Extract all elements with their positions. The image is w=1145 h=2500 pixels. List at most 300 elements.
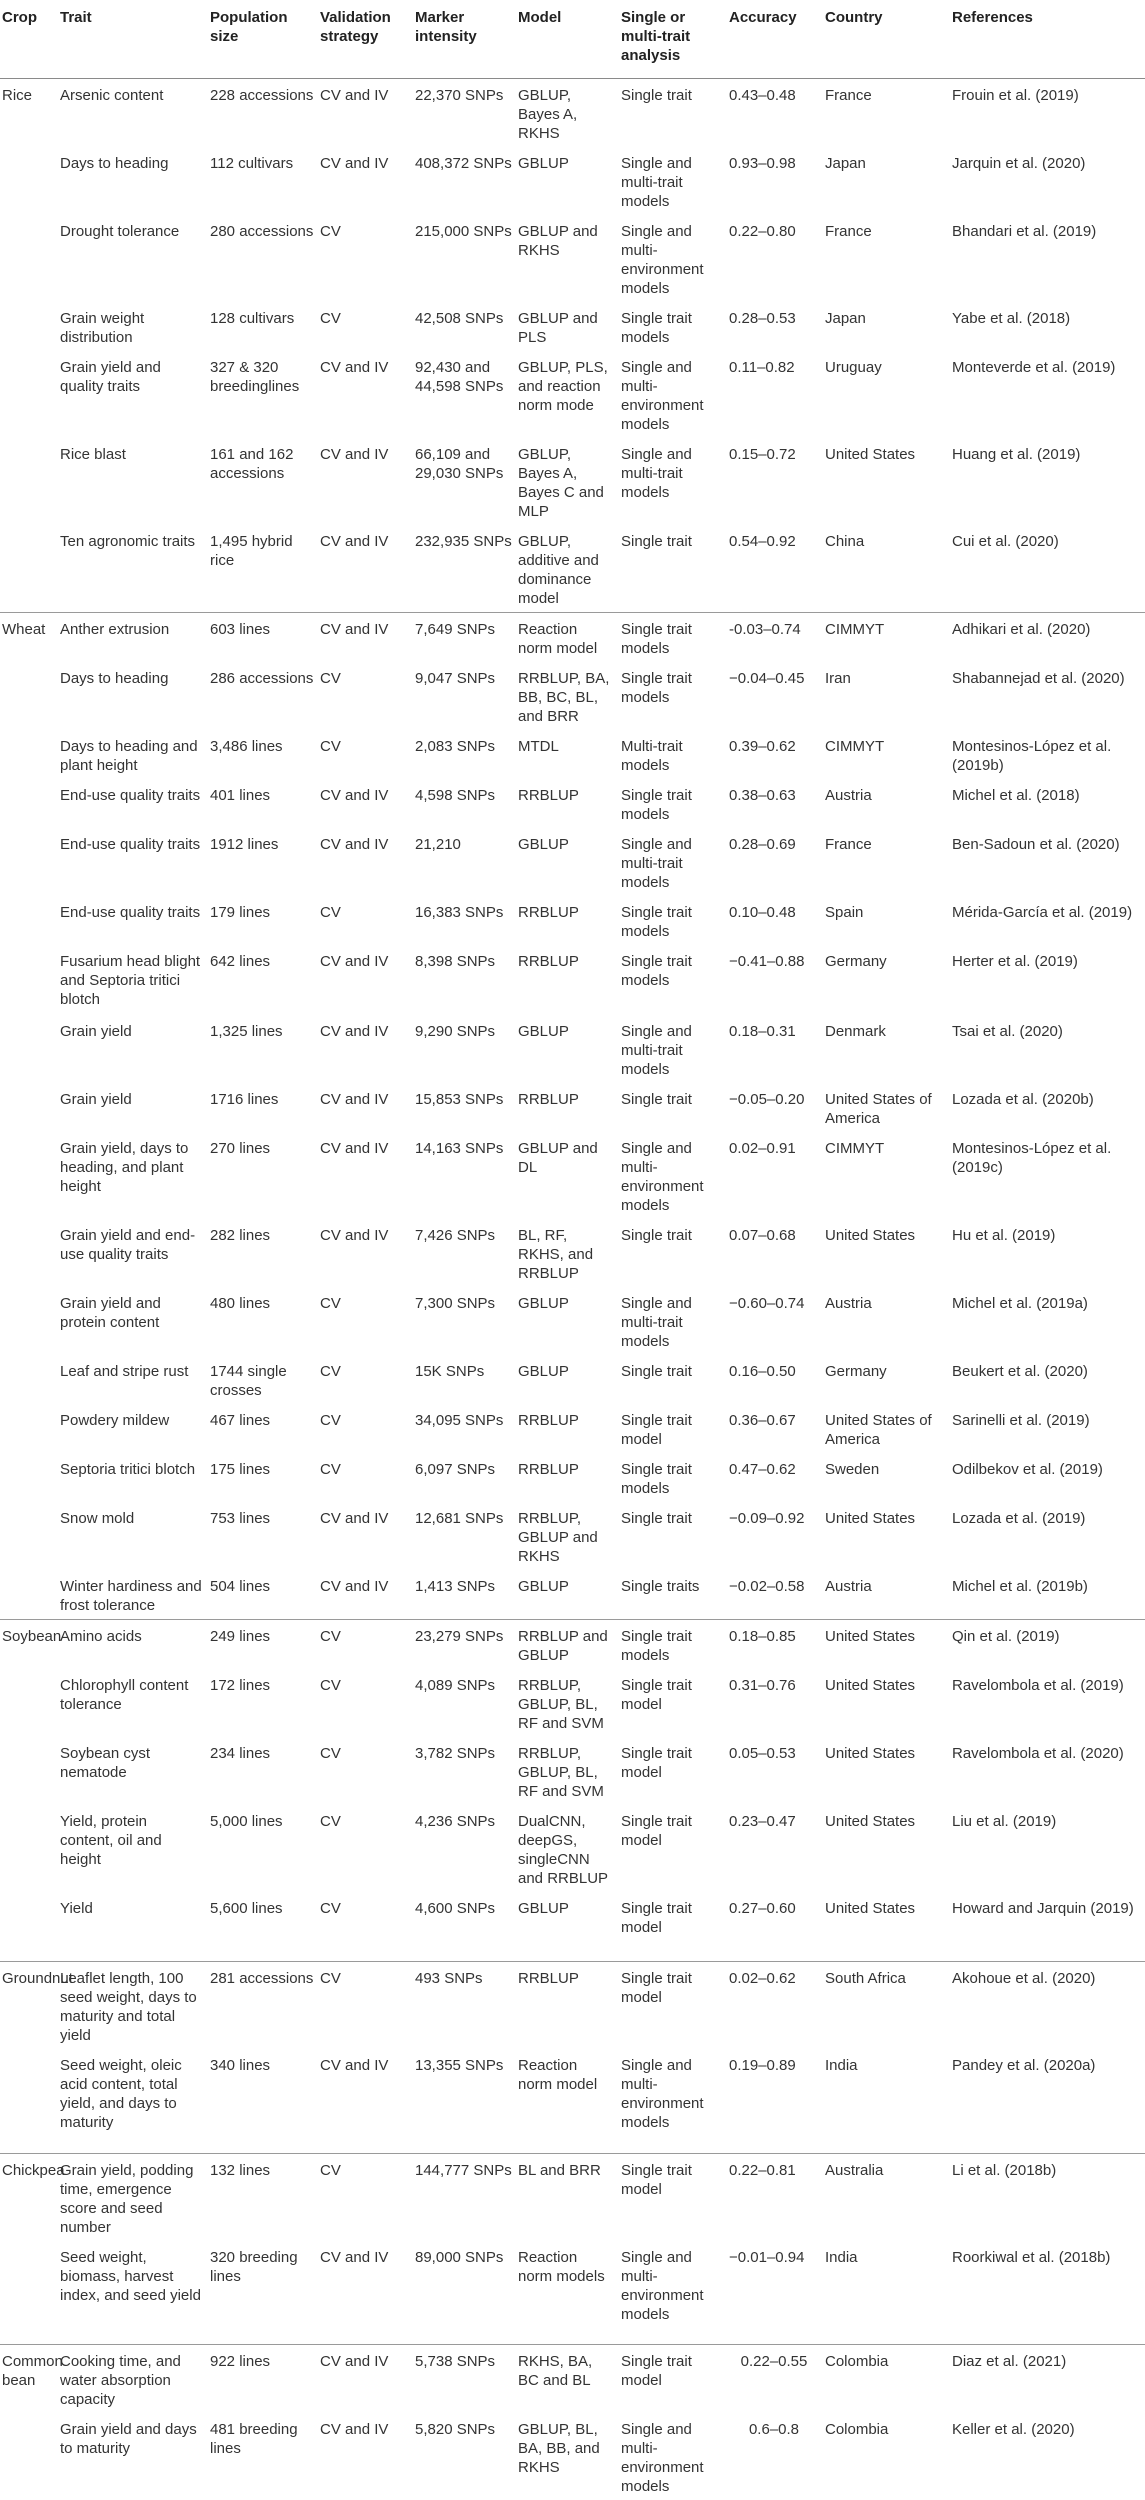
table-row: [0, 147, 1145, 215]
model-cell: Reaction norm model: [518, 612, 621, 662]
accuracy-cell: 0.22–0.81: [729, 2153, 825, 2241]
header-row: [0, 0, 1145, 78]
reference-cell: Montesinos-López et al. (2019c): [952, 1139, 1112, 1176]
reference-cell: Shabannejad et al. (2020): [952, 669, 1125, 687]
analysis-cell: Single trait models: [621, 612, 729, 662]
accuracy-cell: 0.07–0.68: [729, 1226, 796, 1244]
crop-cell: [0, 2413, 60, 2500]
reference-cell: Howard and Jarquin (2019): [952, 1899, 1134, 1917]
header-country: Country: [825, 9, 883, 26]
table-row: [0, 1805, 1145, 1892]
trait-cell: Grain yield and protein content: [60, 1294, 161, 1331]
country-cell: CIMMYT: [825, 1139, 885, 1157]
validation-cell: CV: [320, 1294, 341, 1312]
country-cell: India: [825, 2057, 858, 2074]
validation-cell: CV and IV: [320, 1139, 389, 1157]
crop-cell: [0, 662, 60, 730]
country-cell: China: [825, 532, 865, 550]
model-cell: GBLUP and PLS: [518, 309, 598, 346]
population-cell: 179 lines: [210, 903, 271, 921]
accuracy-cell: −0.02–0.58: [729, 1577, 805, 1595]
trait-cell: Chlorophyll content tolerance: [60, 1676, 189, 1713]
analysis-cell: Single trait model: [621, 2153, 729, 2241]
crop-cell: [0, 147, 60, 215]
model-cell: GBLUP, additive and dominance model: [518, 532, 599, 607]
accuracy-cell: 0.28–0.69: [729, 835, 796, 853]
analysis-cell: Single and multi-environment models: [621, 222, 704, 297]
marker-cell: 21,210: [415, 835, 461, 853]
table-row: [0, 1355, 1145, 1404]
model-cell: GBLUP and DL: [518, 1139, 598, 1176]
reference-cell: Beukert et al. (2020): [952, 1362, 1088, 1380]
validation-cell: CV and IV: [320, 786, 389, 804]
accuracy-cell: 0.31–0.76: [729, 1676, 796, 1694]
analysis-cell: Single and multi-trait models: [621, 1294, 692, 1350]
analysis-cell: Multi-trait models: [621, 737, 683, 774]
table-row: [0, 1287, 1145, 1355]
reference-cell: Michel et al. (2018): [952, 786, 1080, 804]
accuracy-cell: 0.05–0.53: [729, 1744, 796, 1762]
reference-cell: Li et al. (2018b): [952, 2153, 1145, 2241]
reference-cell: Hu et al. (2019): [952, 1226, 1056, 1244]
marker-cell: 3,782 SNPs: [415, 1744, 496, 1762]
reference-cell: Akohoue et al. (2020): [952, 1962, 1145, 2050]
population-cell: 112 cultivars: [210, 154, 294, 172]
trait-cell: Leaf and stripe rust: [60, 1362, 189, 1380]
trait-cell: Cooking time, and water absorption capacity: [60, 2345, 210, 2414]
country-cell: United States of America: [825, 1090, 932, 1127]
model-cell: Reaction norm models: [518, 2248, 605, 2285]
country-cell: Spain: [825, 903, 864, 921]
country-cell: Austria: [825, 786, 872, 804]
marker-cell: 7,649 SNPs: [415, 612, 518, 662]
crop-cell: Soybean: [0, 1619, 60, 1669]
analysis-cell: Single trait model: [621, 2345, 729, 2414]
header-accuracy: Accuracy: [729, 9, 797, 26]
validation-cell: CV and IV: [320, 1226, 389, 1244]
table-row: [0, 1502, 1145, 1570]
crop-cell: Wheat: [0, 612, 60, 662]
trait-cell: Anther extrusion: [60, 612, 210, 662]
reference-cell: Jarquin et al. (2020): [952, 154, 1086, 172]
validation-cell: CV: [320, 1619, 415, 1669]
validation-cell: CV and IV: [320, 1022, 389, 1040]
reference-cell: Yabe et al. (2018): [952, 309, 1071, 327]
crop-cell: [0, 438, 60, 525]
population-cell: 286 accessions: [210, 669, 314, 687]
reference-cell: Liu et al. (2019): [952, 1812, 1057, 1830]
country-cell: United States: [825, 1676, 916, 1694]
analysis-cell: Single trait: [621, 1509, 692, 1527]
marker-cell: 14,163 SNPs: [415, 1139, 504, 1157]
header-analysis: Single or multi-trait analysis: [621, 9, 691, 64]
reference-cell: Sarinelli et al. (2019): [952, 1411, 1090, 1429]
reference-cell: Qin et al. (2019): [952, 1619, 1145, 1669]
analysis-cell: Single trait model: [621, 1744, 692, 1781]
model-cell: RRBLUP, BA, BB, BC, BL, and BRR: [518, 669, 610, 725]
table-row: [0, 1737, 1145, 1805]
validation-cell: CV and IV: [320, 532, 389, 550]
population-cell: 753 lines: [210, 1509, 271, 1527]
trait-cell: Days to heading: [60, 154, 169, 172]
validation-cell: CV and IV: [320, 445, 389, 463]
accuracy-cell: 0.02–0.62: [729, 1962, 825, 2050]
population-cell: 504 lines: [210, 1577, 271, 1595]
analysis-cell: Single trait models: [621, 1619, 729, 1669]
validation-cell: CV: [320, 669, 341, 687]
country-cell: Australia: [825, 2153, 952, 2241]
marker-cell: 1,413 SNPs: [415, 1577, 496, 1595]
table-row: [0, 1015, 1145, 1083]
table-row: [0, 2153, 1145, 2241]
crop-cell: [0, 525, 60, 613]
table-row: [0, 2413, 1145, 2500]
crop-cell: [0, 730, 60, 779]
table-row: [0, 612, 1145, 662]
model-cell: RRBLUP, GBLUP and RKHS: [518, 1509, 598, 1565]
population-cell: 228 accessions: [210, 86, 314, 104]
marker-cell: 7,426 SNPs: [415, 1226, 496, 1244]
accuracy-cell: −0.09–0.92: [729, 1509, 805, 1527]
table-row: [0, 1453, 1145, 1502]
crop-cell: [0, 1669, 60, 1737]
country-cell: United States: [825, 1744, 916, 1762]
analysis-cell: Single trait model: [621, 1812, 692, 1849]
marker-cell: 4,089 SNPs: [415, 1676, 496, 1694]
table-row: [0, 2049, 1145, 2153]
trait-cell: Powdery mildew: [60, 1411, 170, 1429]
trait-cell: Ten agronomic traits: [60, 532, 196, 550]
reference-cell: Herter et al. (2019): [952, 952, 1078, 970]
reference-cell: Huang et al. (2019): [952, 445, 1081, 463]
accuracy-cell: −0.60–0.74: [729, 1294, 805, 1312]
country-cell: France: [825, 86, 872, 104]
validation-cell: CV: [320, 1460, 341, 1478]
country-cell: United States: [825, 1226, 916, 1244]
population-cell: 340 lines: [210, 2057, 271, 2074]
table-row: [0, 896, 1145, 945]
country-cell: United States: [825, 445, 916, 463]
table-row: [0, 945, 1145, 1015]
table-row: [0, 1619, 1145, 1669]
validation-cell: CV and IV: [320, 1509, 389, 1527]
header-crop: Crop: [2, 9, 37, 26]
analysis-cell: Single trait models: [621, 669, 692, 706]
marker-cell: 4,600 SNPs: [415, 1899, 496, 1917]
table-row: [0, 1669, 1145, 1737]
marker-cell: 215,000 SNPs: [415, 222, 512, 240]
country-cell: Iran: [825, 669, 851, 687]
validation-cell: CV and IV: [320, 86, 389, 104]
accuracy-cell: 0.93–0.98: [729, 154, 796, 172]
trait-cell: Amino acids: [60, 1619, 210, 1669]
trait-cell: End-use quality traits: [60, 903, 201, 921]
model-cell: RRBLUP: [518, 952, 579, 970]
trait-cell: Arsenic content: [60, 86, 164, 104]
marker-cell: 6,097 SNPs: [415, 1460, 496, 1478]
reference-cell: Frouin et al. (2019): [952, 86, 1079, 104]
validation-cell: CV and IV: [320, 952, 389, 970]
table-row: [0, 302, 1145, 351]
reference-cell: Ravelombola et al. (2019): [952, 1676, 1124, 1694]
analysis-cell: Single trait models: [621, 903, 692, 940]
population-cell: 1,495 hybrid rice: [210, 532, 293, 569]
model-cell: RRBLUP: [518, 1460, 579, 1478]
country-cell: Austria: [825, 1294, 872, 1312]
validation-cell: CV and IV: [320, 835, 389, 853]
analysis-cell: Single trait: [621, 1090, 692, 1108]
trait-cell: Soybean cyst nematode: [60, 1744, 151, 1781]
accuracy-cell: 0.54–0.92: [729, 532, 796, 550]
analysis-cell: Single and multi-trait models: [621, 1022, 692, 1078]
marker-cell: 7,300 SNPs: [415, 1294, 496, 1312]
table-row: [0, 1892, 1145, 1962]
crop-cell: [0, 1404, 60, 1453]
population-cell: 270 lines: [210, 1139, 271, 1157]
validation-cell: CV: [320, 222, 341, 240]
analysis-cell: Single trait model: [621, 1411, 692, 1448]
population-cell: 3,486 lines: [210, 737, 283, 755]
marker-cell: 34,095 SNPs: [415, 1411, 504, 1429]
validation-cell: CV and IV: [320, 358, 389, 376]
reference-cell: Ben-Sadoun et al. (2020): [952, 835, 1120, 853]
population-cell: 234 lines: [210, 1744, 271, 1762]
trait-cell: Leaflet length, 100 seed weight, days to maturity and total yield: [60, 1962, 210, 2050]
reference-cell: Ravelombola et al. (2020): [952, 1744, 1124, 1762]
crop-cell: [0, 1502, 60, 1570]
analysis-cell: Single trait models: [621, 786, 692, 823]
table-row: [0, 730, 1145, 779]
validation-cell: CV and IV: [320, 1090, 389, 1108]
population-cell: 480 lines: [210, 1294, 271, 1312]
population-cell: 5,000 lines: [210, 1812, 283, 1830]
validation-cell: CV: [320, 903, 341, 921]
model-cell: GBLUP: [518, 1899, 569, 1917]
analysis-cell: Single trait models: [621, 309, 692, 346]
accuracy-cell: 0.22–0.55: [729, 2345, 825, 2414]
table-row: [0, 1083, 1145, 1132]
analysis-cell: Single trait models: [621, 1460, 692, 1497]
table-body: [0, 78, 1145, 2500]
population-cell: 132 lines: [210, 2153, 320, 2241]
crop-cell: [0, 779, 60, 828]
marker-cell: 9,290 SNPs: [415, 1022, 496, 1040]
analysis-cell: Single and multi-environment models: [621, 358, 704, 433]
trait-cell: Yield, protein content, oil and height: [60, 1812, 162, 1868]
table-row: [0, 351, 1145, 438]
population-cell: 281 accessions: [210, 1962, 320, 2050]
model-cell: GBLUP: [518, 1362, 569, 1380]
validation-cell: CV and IV: [320, 2345, 415, 2414]
population-cell: 1716 lines: [210, 1090, 279, 1108]
model-cell: GBLUP, Bayes A, Bayes C and MLP: [518, 445, 604, 520]
population-cell: 5,600 lines: [210, 1899, 283, 1917]
population-cell: 1912 lines: [210, 835, 279, 853]
analysis-cell: Single trait: [621, 1362, 692, 1380]
accuracy-cell: 0.19–0.89: [729, 2057, 796, 2074]
accuracy-cell: 0.16–0.50: [729, 1362, 796, 1380]
table-row: [0, 525, 1145, 613]
analysis-cell: Single and multi-environment models: [621, 2057, 704, 2131]
marker-cell: 9,047 SNPs: [415, 669, 496, 687]
table-row: [0, 1404, 1145, 1453]
country-cell: France: [825, 222, 872, 240]
accuracy-cell: −0.05–0.20: [729, 1090, 805, 1108]
table-row: [0, 2345, 1145, 2414]
trait-cell: Yield: [60, 1899, 93, 1917]
country-cell: United States: [825, 1509, 916, 1527]
country-cell: United States of America: [825, 1411, 932, 1448]
population-cell: 282 lines: [210, 1226, 271, 1244]
reference-cell: Montesinos-López et al. (2019b): [952, 737, 1112, 774]
accuracy-cell: 0.38–0.63: [729, 786, 796, 804]
reference-cell: Michel et al. (2019b): [952, 1577, 1088, 1595]
crop-cell: Groundnut: [0, 1962, 60, 2050]
crop-cell: Chickpea: [0, 2153, 60, 2241]
marker-cell: 15K SNPs: [415, 1362, 485, 1380]
analysis-cell: Single trait models: [621, 952, 692, 989]
country-cell: Uruguay: [825, 358, 882, 376]
marker-cell: 92,430 and 44,598 SNPs: [415, 358, 504, 395]
model-cell: RRBLUP, GBLUP, BL, RF and SVM: [518, 1744, 604, 1800]
trait-cell: Grain yield, podding time, emergence score and seed number: [60, 2153, 210, 2241]
marker-cell: 23,279 SNPs: [415, 1619, 518, 1669]
table-row: [0, 1962, 1145, 2050]
trait-cell: Grain yield: [60, 1090, 132, 1108]
model-cell: GBLUP, BL, BA, BB, and RKHS: [518, 2421, 600, 2476]
table-row: [0, 662, 1145, 730]
trait-cell: Grain yield and quality traits: [60, 358, 161, 395]
trait-cell: End-use quality traits: [60, 835, 201, 853]
country-cell: United States: [825, 1812, 916, 1830]
model-cell: DualCNN, deepGS, singleCNN and RRBLUP: [518, 1812, 609, 1887]
reference-cell: Adhikari et al. (2020): [952, 612, 1145, 662]
reference-cell: Monteverde et al. (2019): [952, 358, 1116, 376]
crop-cell: [0, 1453, 60, 1502]
validation-cell: CV: [320, 1962, 415, 2050]
accuracy-cell: 0.11–0.82: [729, 358, 795, 376]
header-model: Model: [518, 9, 562, 26]
marker-cell: 5,738 SNPs: [415, 2345, 518, 2414]
trait-cell: Rice blast: [60, 445, 126, 463]
country-cell: India: [825, 2248, 858, 2266]
validation-cell: CV: [320, 1362, 341, 1380]
crop-cell: [0, 1570, 60, 1620]
analysis-cell: Single and multi-environment models: [621, 2421, 704, 2495]
reference-cell: Cui et al. (2020): [952, 532, 1059, 550]
population-cell: 249 lines: [210, 1619, 320, 1669]
trait-cell: Seed weight, biomass, harvest index, and seed yield: [60, 2248, 201, 2304]
table-row: [0, 438, 1145, 525]
table-row: [0, 215, 1145, 302]
accuracy-cell: 0.39–0.62: [729, 737, 796, 755]
country-cell: Japan: [825, 309, 866, 327]
country-cell: Austria: [825, 1577, 872, 1595]
country-cell: Japan: [825, 154, 866, 172]
crop-cell: [0, 2241, 60, 2345]
marker-cell: 408,372 SNPs: [415, 154, 512, 172]
header-references: References: [952, 9, 1033, 26]
crop-cell: [0, 1287, 60, 1355]
model-cell: RRBLUP and GBLUP: [518, 1619, 621, 1669]
validation-cell: CV and IV: [320, 612, 415, 662]
marker-cell: 8,398 SNPs: [415, 952, 496, 970]
marker-cell: 42,508 SNPs: [415, 309, 504, 327]
crop-cell: [0, 1083, 60, 1132]
model-cell: Reaction norm model: [518, 2057, 598, 2093]
crop-cell: [0, 1805, 60, 1892]
reference-cell: Tsai et al. (2020): [952, 1022, 1063, 1040]
marker-cell: 4,598 SNPs: [415, 786, 496, 804]
marker-cell: 16,383 SNPs: [415, 903, 504, 921]
country-cell: Sweden: [825, 1460, 880, 1478]
population-cell: 1,325 lines: [210, 1022, 283, 1040]
validation-cell: CV and IV: [320, 2248, 389, 2266]
crop-cell: Rice: [2, 86, 33, 104]
trait-cell: Days to heading: [60, 669, 169, 687]
accuracy-cell: 0.47–0.62: [729, 1460, 796, 1478]
validation-cell: CV and IV: [320, 1577, 389, 1595]
marker-cell: 12,681 SNPs: [415, 1509, 504, 1527]
crop-cell: [0, 215, 60, 302]
header-trait: Trait: [60, 9, 92, 26]
validation-cell: CV: [320, 2153, 415, 2241]
validation-cell: CV: [320, 1899, 341, 1917]
analysis-cell: Single and multi-trait models: [621, 445, 692, 501]
marker-cell: 144,777 SNPs: [415, 2153, 518, 2241]
model-cell: GBLUP: [518, 1294, 569, 1312]
accuracy-cell: 0.02–0.91: [729, 1139, 796, 1157]
table-header: [0, 0, 1145, 78]
model-cell: RRBLUP: [518, 1962, 621, 2050]
reference-cell: Bhandari et al. (2019): [952, 222, 1097, 240]
accuracy-cell: 0.23–0.47: [729, 1812, 796, 1830]
crop-cell: [0, 1219, 60, 1287]
country-cell: Colombia: [825, 2345, 952, 2414]
marker-cell: 13,355 SNPs: [415, 2057, 504, 2074]
population-cell: 175 lines: [210, 1460, 271, 1478]
accuracy-cell: 0.6–0.8: [748, 2421, 800, 2438]
trait-cell: Grain yield, days to heading, and plant height: [60, 1139, 189, 1195]
accuracy-cell: 0.18–0.85: [729, 1619, 825, 1669]
analysis-cell: Single trait: [621, 532, 692, 550]
crop-cell: [0, 1355, 60, 1404]
validation-cell: CV and IV: [320, 2421, 389, 2438]
population-cell: 327 & 320 breedinglines: [210, 358, 300, 395]
population-cell: 922 lines: [210, 2345, 320, 2414]
trait-cell: End-use quality traits: [60, 786, 201, 804]
crop-cell: [0, 1132, 60, 1219]
marker-cell: 493 SNPs: [415, 1962, 518, 2050]
model-cell: GBLUP: [518, 835, 569, 853]
marker-cell: 4,236 SNPs: [415, 1812, 496, 1830]
accuracy-cell: 0.15–0.72: [729, 445, 796, 463]
crop-cell: [0, 945, 60, 1015]
population-cell: 172 lines: [210, 1676, 271, 1694]
marker-cell: 66,109 and 29,030 SNPs: [415, 445, 504, 482]
reference-cell: Lozada et al. (2019): [952, 1509, 1086, 1527]
model-cell: GBLUP and RKHS: [518, 222, 598, 259]
table-row: [0, 1219, 1145, 1287]
reference-cell: Michel et al. (2019a): [952, 1294, 1088, 1312]
accuracy-cell: −0.01–0.94: [729, 2248, 805, 2266]
table-row: [0, 1132, 1145, 1219]
accuracy-cell: 0.28–0.53: [729, 309, 796, 327]
country-cell: France: [825, 835, 872, 853]
validation-cell: CV: [320, 309, 341, 327]
analysis-cell: Single and multi-environment models: [621, 2248, 704, 2323]
trait-cell: Fusarium head blight and Septoria tritici blotch: [60, 952, 201, 1008]
